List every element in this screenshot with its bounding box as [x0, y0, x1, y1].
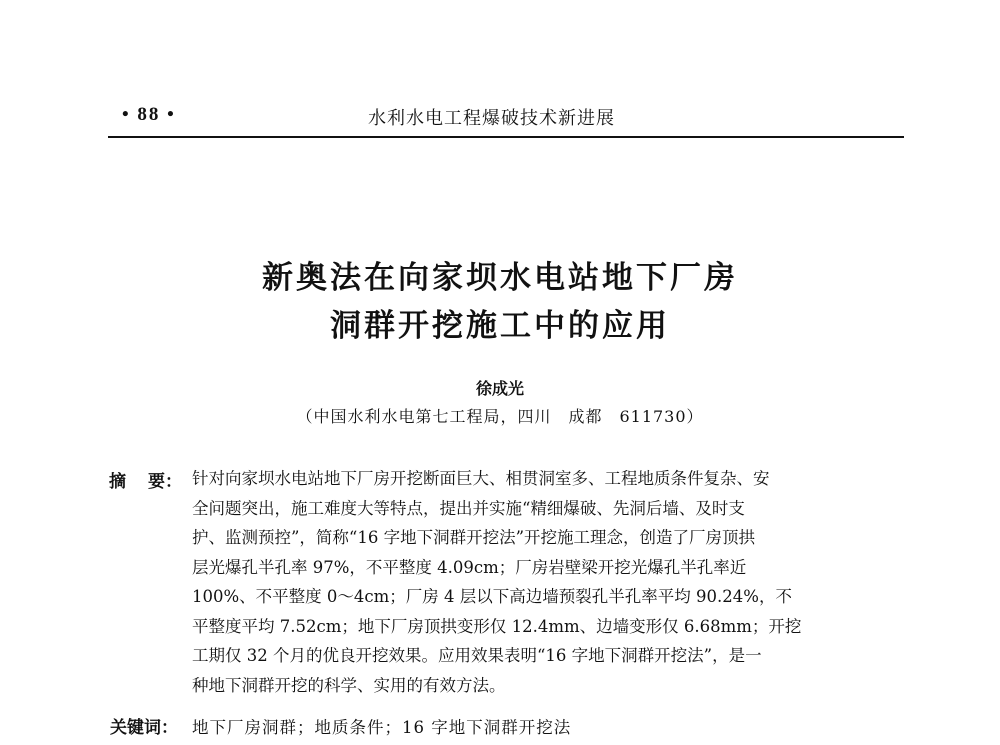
- paper-title-line-1: 新奥法在向家坝水电站地下厂房: [262, 260, 738, 296]
- page-number: • 88 •: [122, 104, 176, 125]
- author-name: 徐成光: [475, 379, 524, 398]
- abstract-line: 种地下洞群开挖的科学、实用的有效方法。: [192, 675, 506, 695]
- abstract-line: 层光爆孔半孔率 97%，不平整度 4.09cm；厂房岩壁梁开挖光爆孔半孔率近: [192, 557, 747, 577]
- abstract-line: 平整度平均 7.52cm；地下厂房顶拱变形仅 12.4mm、边墙变形仅 6.68mm；开挖: [192, 616, 802, 636]
- abstract-body: [192, 464, 912, 700]
- keywords-label: 关键词：: [110, 718, 178, 738]
- abstract-line: 全问题突出，施工难度大等特点，提出并实施“精细爆破、先洞后墙、及时支: [192, 498, 745, 518]
- abstract-line: 100%、不平整度 0～4cm；厂房 4 层以下高边墙预裂孔半孔率平均 90.24%，不: [192, 587, 792, 606]
- keywords-text: 地下厂房洞群；地质条件；16 字地下洞群开挖法: [192, 718, 572, 737]
- abstract-line: 工期仅 32 个月的优良开挖效果。应用效果表明“16 字地下洞群开挖法”，是一: [192, 646, 762, 665]
- abstract-label-left: 摘: [109, 472, 126, 492]
- paper-title-line-2: 洞群开挖施工中的应用: [330, 308, 670, 344]
- abstract-label: [109, 467, 187, 492]
- abstract-line: 针对向家坝水电站地下厂房开挖断面巨大、相贯洞室多、工程地质条件复杂、安: [192, 469, 770, 488]
- running-title: 水利水电工程爆破技术新进展: [368, 108, 615, 129]
- header-rule: [108, 136, 904, 138]
- abstract-label-right: 要：: [148, 472, 182, 492]
- author-affiliation: （中国水利水电第七工程局，四川 成都 611730）: [296, 407, 704, 426]
- abstract-line: 护、监测预控”，简称“16 字地下洞群开挖法”开挖施工理念，创造了厂房顶拱: [192, 528, 756, 547]
